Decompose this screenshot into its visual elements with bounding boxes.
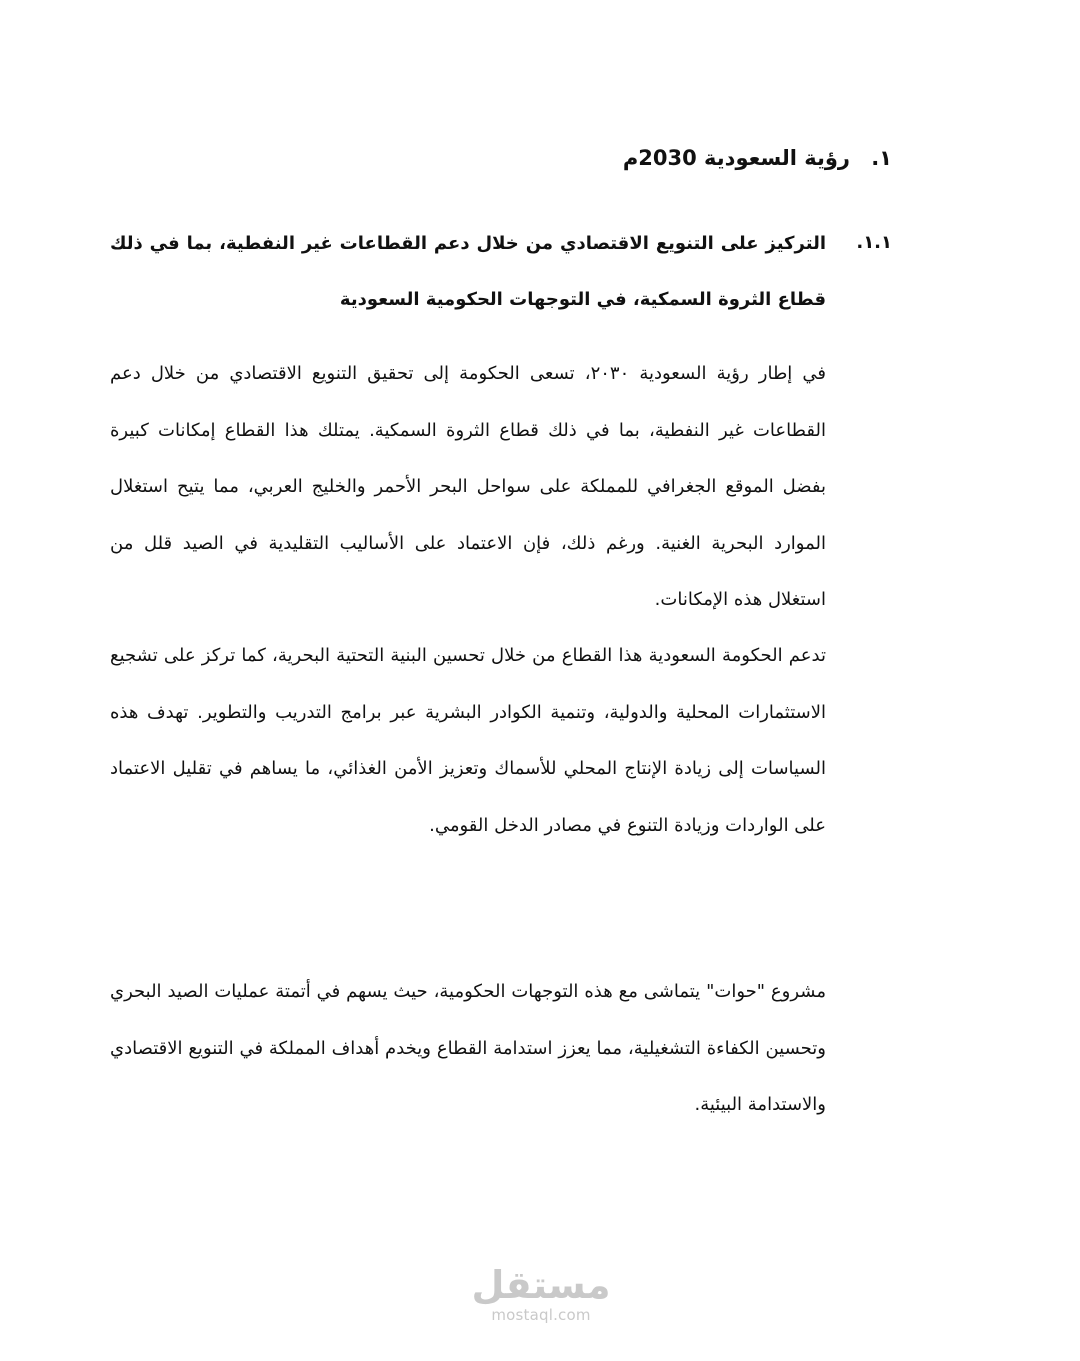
body-paragraph: تدعم الحكومة السعودية هذا القطاع من خلال تحسين البنية التحتية البحرية، كما تركز على تشجيع الاستثمارات المحلية والدولية، وتنمية الكوادر البشرية عبر برامج التدريب والتطوير. تهدف هذه السياسات إلى زيادة الإنتاج المحلي للأسماك وتعزيز الأمن الغذائي، ما يساهم في تقليل الاعتماد على الواردات وزيادة التنوع في مصادر الدخل القومي. [110,645,826,836]
subsection-number: ١.١. [856,232,892,253]
section-number: ١. [871,146,892,170]
body-paragraph: في إطار رؤية السعودية ٢٠٣٠، تسعى الحكومة إلى تحقيق التنويع الاقتصادي من خلال دعم القطاعات غير النفطية، بما في ذلك قطاع الثروة السمكية. يمتلك هذا القطاع إمكانات كبيرة بفضل الموقع الجغرافي للمملكة على سواحل البحر الأحمر والخليج العربي، مما يتيح استغلال الموارد البحرية الغنية. ورغم ذلك، فإن الاعتماد على الأساليب التقليدية في الصيد قلل من استغلال هذه الإمكانات. [110,363,827,610]
subsection-title: التركيز على التنويع الاقتصادي من خلال دعم القطاعات غير النفطية، بما في ذلك قطاع الثروة السمكية، في التوجهات الحكومية السعودية [110,233,826,310]
mostaql-watermark [468,1264,614,1336]
body-paragraph: مشروع "حوات" يتماشى مع هذه التوجهات الحكومية، حيث يسهم في أتمتة عمليات الصيد البحري وتحسين الكفاءة التشغيلية، مما يعزز استدامة القطاع ويخدم أهداف المملكة في التنويع الاقتصادي والاستدامة البيئية. [110,981,826,1115]
watermark-url: mostaql.com [491,1306,591,1324]
section-heading [492,138,892,178]
section-title: رؤية السعودية 2030م [622,146,850,170]
watermark-arabic-logo: مستقل [471,1263,611,1307]
